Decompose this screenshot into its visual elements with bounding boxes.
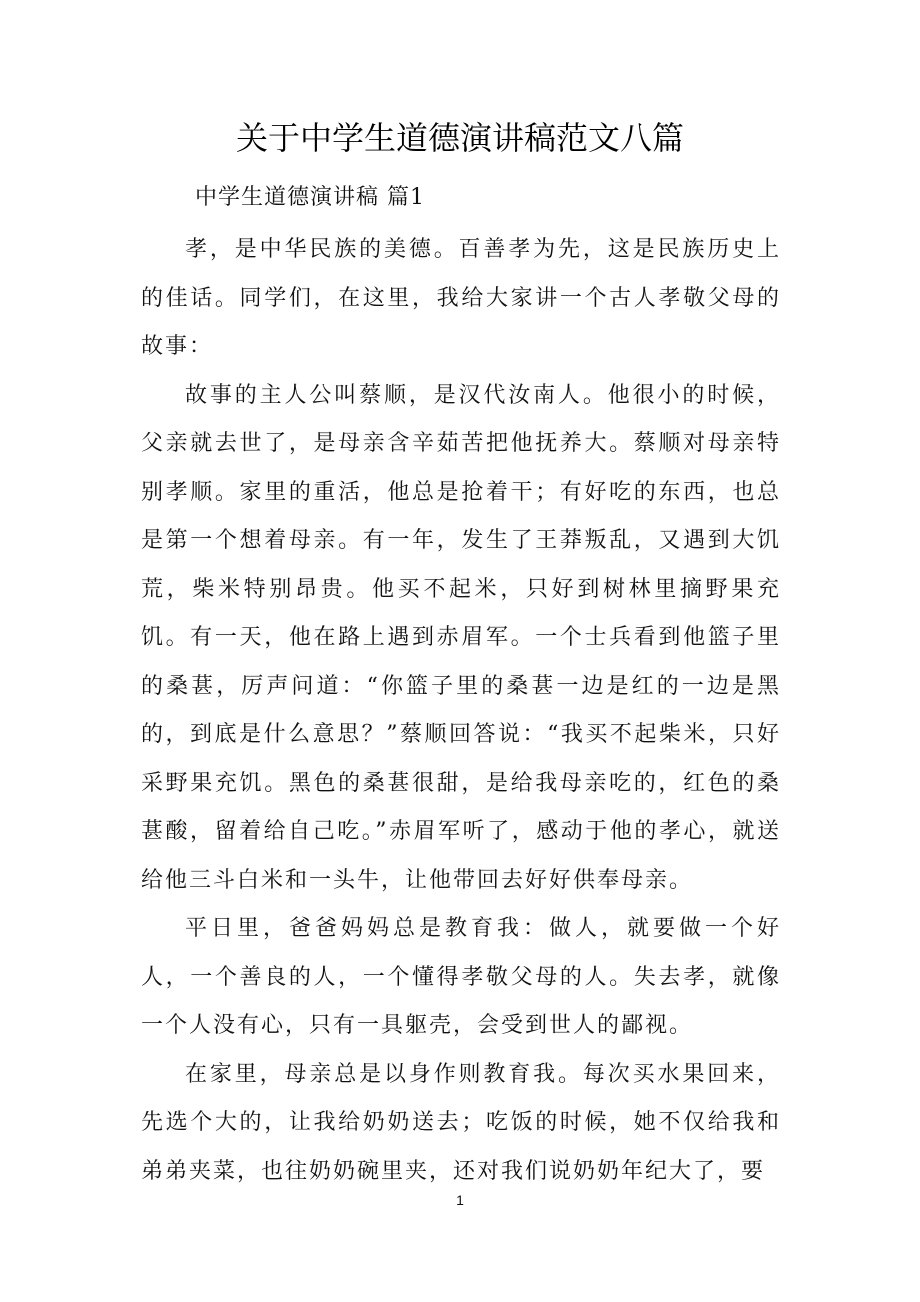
- page-number: 1: [456, 1192, 464, 1208]
- paragraph: 故事的主人公叫蔡顺，是汉代汝南人。他很小的时候，父亲就去世了，是母亲含辛茹苦把他抚养大。蔡顺对母亲特别孝顺。家里的重活，他总是抢着干；有好吃的东西，也总是第一个想着母亲。有一年，发生了王莽叛乱，又遇到大饥荒，柴米特别昂贵。他买不起米，只好到树林里摘野果充饥。有一天，他在路上遇到赤眉军。一个士兵看到他篮子里的桑葚，厉声问道：“你篮子里的桑葚一边是红的一边是黑的，到底是什么意思？”蔡顺回答说：“我买不起柴米，只好采野果充饥。黑色的桑葚很甜，是给我母亲吃的，红色的桑葚酸，留着给自己吃。”赤眉军听了，感动于他的孝心，就送给他三斗白米和一头牛，让他带回去好好供奉母亲。: [141, 382, 781, 893]
- section-heading: 中学生道德演讲稿 篇1: [195, 185, 425, 210]
- paragraph: 在家里，母亲总是以身作则教育我。每次买水果回来，先选个大的，让我给奶奶送去；吃饭的时候，她不仅给我和弟弟夹菜，也往奶奶碗里夹，还对我们说奶奶年纪大了，要: [141, 1061, 781, 1184]
- paragraph: 孝，是中华民族的美德。百善孝为先，这是民族历史上的佳话。同学们，在这里，我给大家讲一个古人孝敬父母的故事：: [141, 237, 781, 359]
- document-body: [141, 226, 781, 1196]
- paragraph: 平日里，爸爸妈妈总是教育我：做人，就要做一个好人，一个善良的人，一个懂得孝敬父母的人。失去孝，就像一个人没有心，只有一具躯壳，会受到世人的鄙视。: [141, 916, 781, 1038]
- document-title: 关于中学生道德演讲稿范文八篇: [235, 119, 684, 157]
